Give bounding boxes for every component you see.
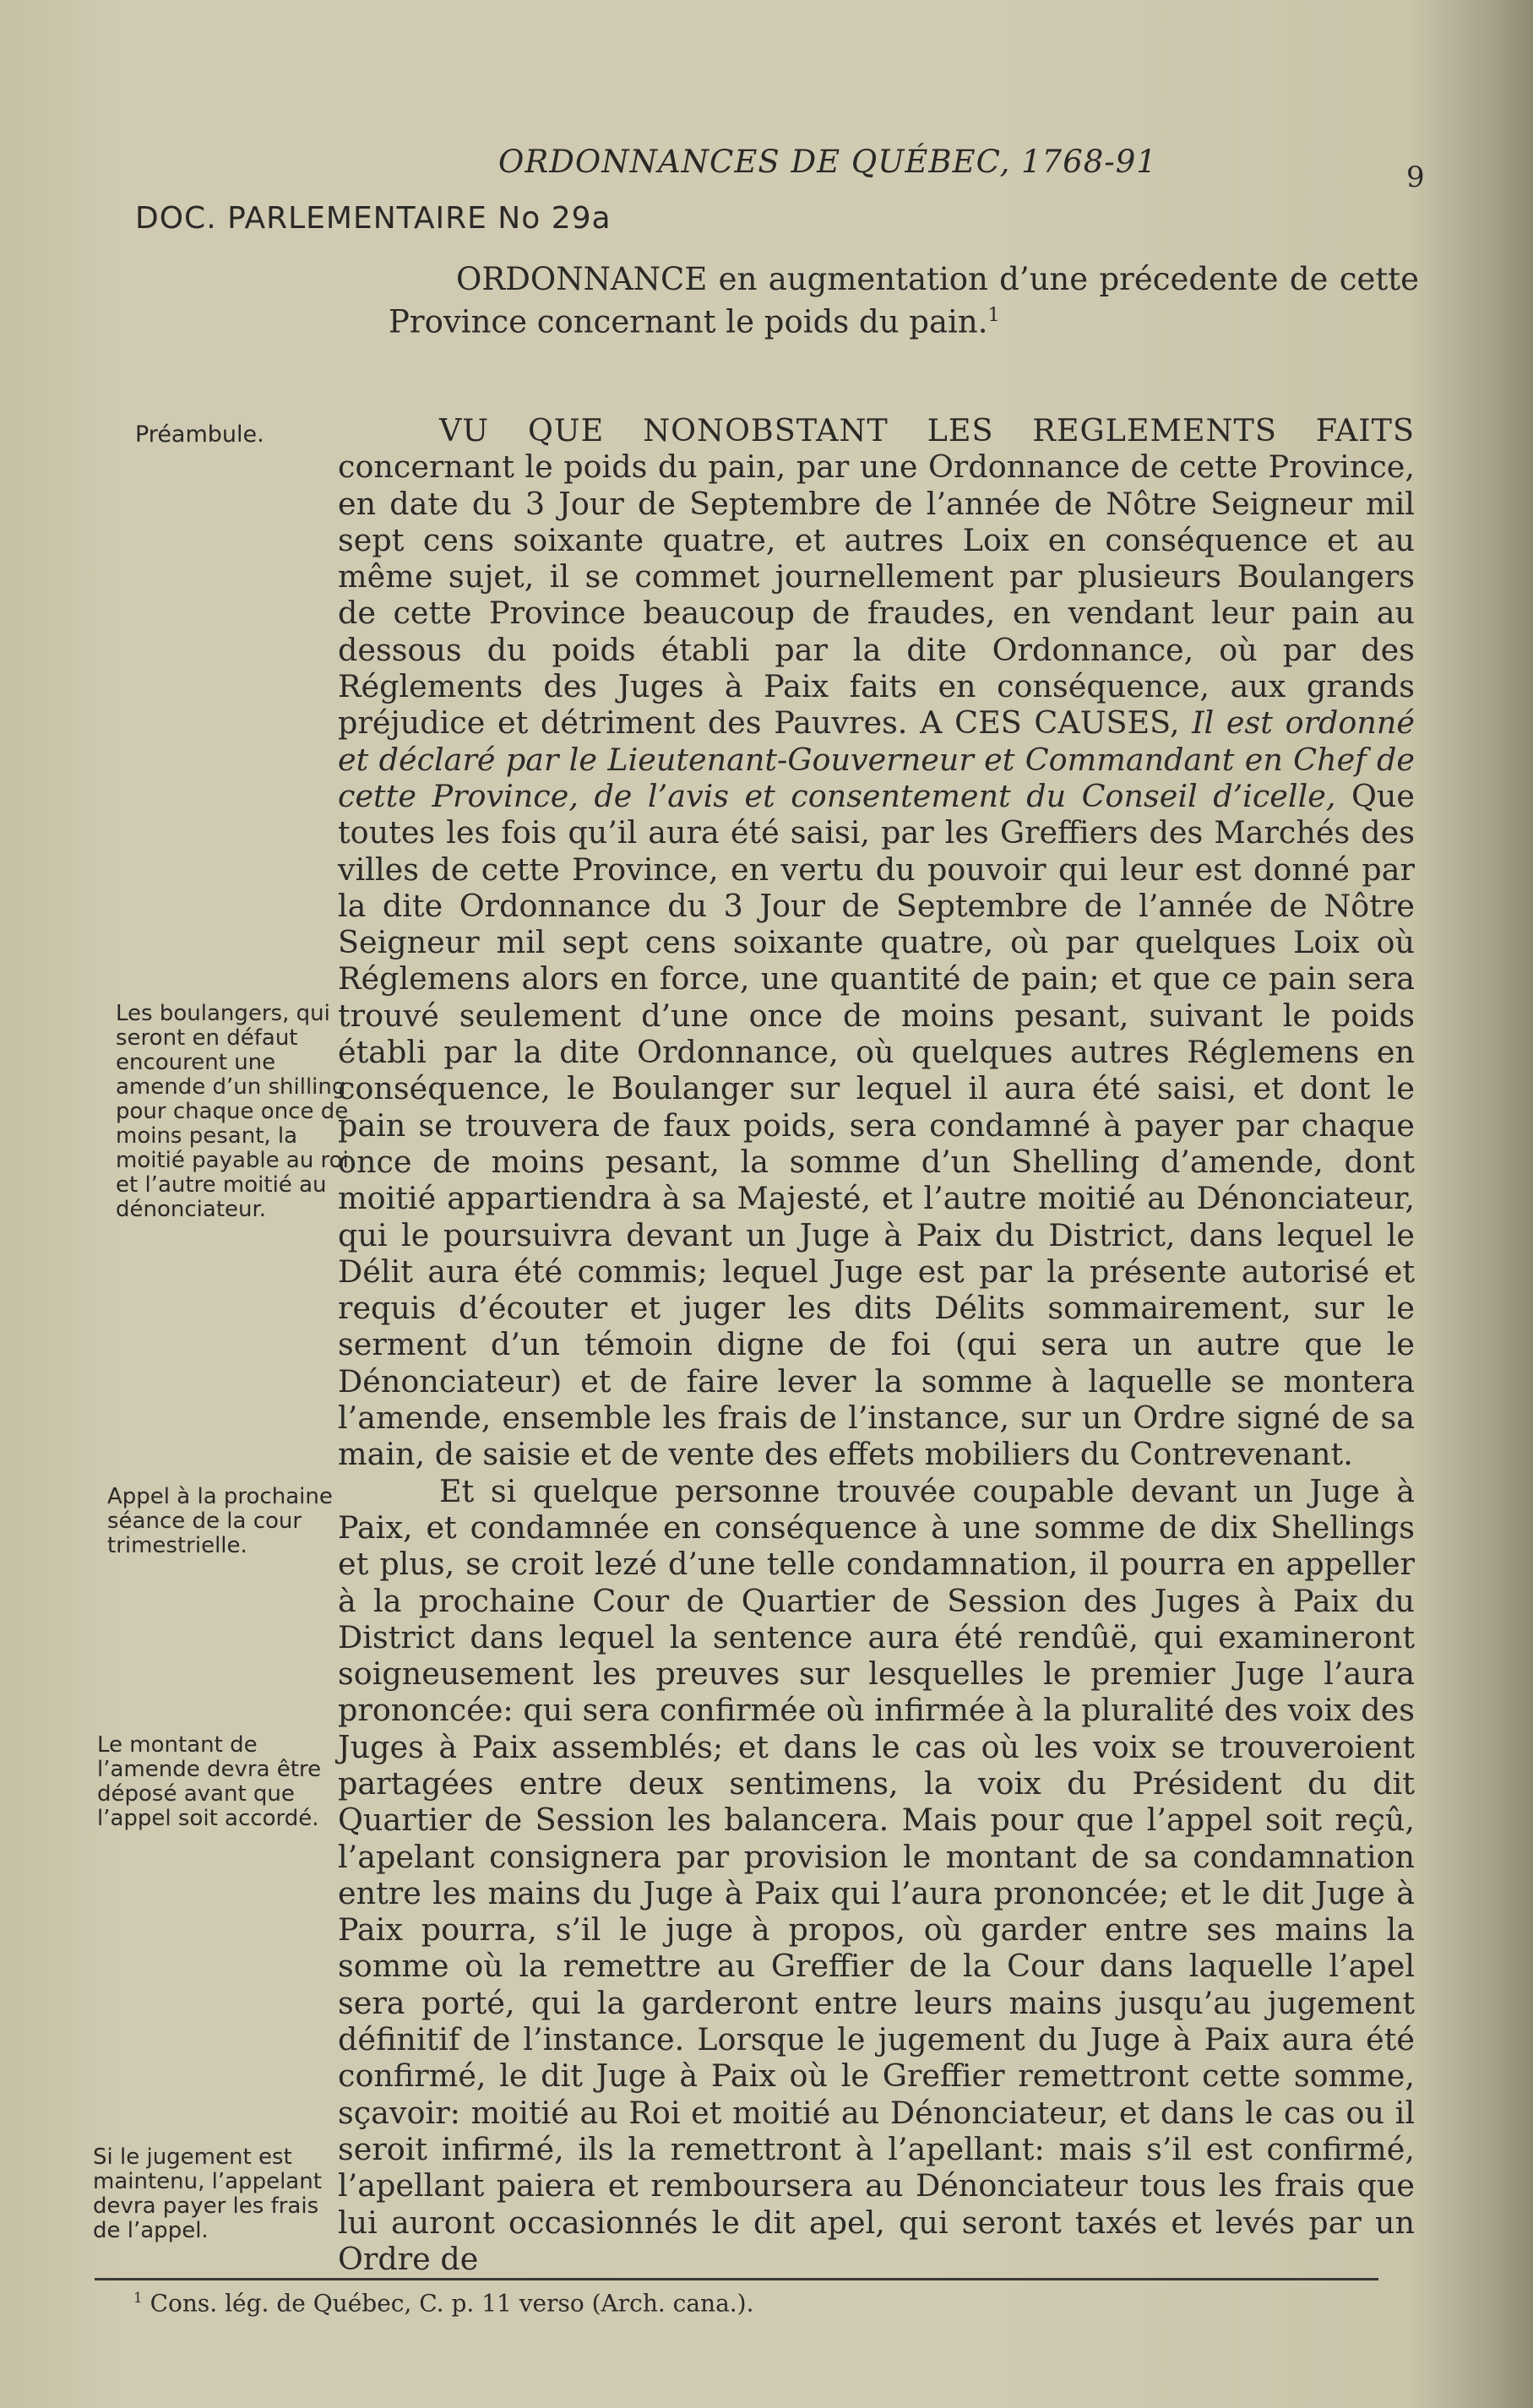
ordinance-body (338, 412, 1415, 2277)
enacting-clause: Il est ordonné et déclaré par le Lieutenant-Gouverneur et Commandant en Chef de cette Province, de l’avis et consentement du Conseil d’icelle, (338, 704, 1415, 814)
document-label: DOC. PARLEMENTAIRE No 29a (135, 201, 612, 236)
sidenote-deposit: Le montant de l’amende devra être déposé avant que l’appel soit accordé. (97, 1732, 322, 1831)
running-title: ORDONNANCES DE QUÉBEC, 1768-91 (498, 144, 1157, 180)
preamble-text: concernant le poids du pain, par une Ordonnance de cette Province, en date du 3 Jour de Septembre de l’année de Nôtre Seigneur mil sept cens soixante quatre, et autres Loix en conséquence et au même sujet, il se commet journellement par plusieurs Boulangers de cette Province beaucoup de fraudes, en vendant leur pain au dessous du poids établi par la dite Ordonnance, où par des Réglements des Juges à Paix faits en conséquence, aux grands préjudice et détriment des Pauvres. A CES CAUSES, (338, 448, 1415, 742)
ordinance-title-text: ORDONNANCE en augmentation d’une précedente de cette Province concernant le poids du pain. (389, 261, 1419, 340)
footnote-text: Cons. lég. de Québec, C. p. 11 verso (Arch. cana.). (142, 2289, 754, 2318)
sidenote-bakers-fine: Les boulangers, qui seront en défaut encourent une amende d’un shilling pour chaque once de moins pesant, la moitié payable au roi et l’autre moitié au dénonciateur. (116, 1001, 349, 1222)
ordinance-title (389, 262, 1419, 340)
sidenote-appeal: Appel à la prochaine séance de la cour trimestrielle. (107, 1484, 333, 1558)
sidenote-preamble: Préambule. (135, 421, 264, 448)
sidenote-costs: Si le jugement est maintenu, l’appelant devra payer les frais de l’appel. (93, 2144, 322, 2243)
paragraph-preamble (338, 412, 1415, 1473)
footnote-reference: 1 (987, 304, 1000, 326)
footnote-mark: 1 (133, 2289, 143, 2306)
footnote-divider (95, 2278, 1378, 2280)
enacting-text: Que toutes les fois qu’il aura été saisi, par les Greffiers des Marchés des villes de cette Province, en vertu du pouvoir qui leur est donné par la dite Ordonnance du 3 Jour de Septembre de l’année de Nôtre Seigneur mil sept cens soixante quatre, où par quelques Loix où Réglemens alors en force, une quantité de pain; et que ce pain sera trouvé seulement d’une once de moins pesant, suivant le poids établi par la dite Ordonnance, où quelques autres Réglemens en conséquence, le Boulanger sur lequel il aura été saisi, et dont le pain se trouvera de faux poids, sera condamné à payer par chaque once de moins pesant, la somme d’un Shelling d’amende, dont moitié appartiendra à sa Majesté, et l’autre moitié au Dénonciateur, qui le poursuivra devant un Juge à Paix du District, dans lequel le Délit aura été commis; lequel Juge est par la présente autorisé et requis d’écouter et juger les dits Délits sommairement, sur le serment d’un témoin digne de foi (qui sera un autre que le Dénonciateur) et de faire lever la somme à laquelle se montera l’amende, ensemble les frais de l’instance, sur un Ordre signé de sa main, de saisie et de vente des effets mobiliers du Contrevenant. (338, 777, 1416, 1473)
page-number: 9 (1406, 160, 1425, 194)
footnote (133, 2289, 754, 2317)
opening-words: VU QUE NONOBSTANT LES REGLEMENTS FAITS (439, 412, 1415, 448)
paragraph-appeal: Et si quelque personne trouvée coupable devant un Juge à Paix, et condamnée en conséquence à une somme de dix Shellings et plus, se croit lezé d’une telle condamnation, il pourra en appeller à la prochaine Cour de Quartier de Session des Juges à Paix du District dans lequel la sentence aura été rendûë, qui examineront soigneusement les preuves sur lesquelles le premier Juge l’aura prononcée: qui sera confirmée où infirmée à la pluralité des voix des Juges à Paix assemblés; et dans le cas où les voix se trouveroient partagées entre deux sentimens, la voix du Président du dit Quartier de Session les balancera. Mais pour que l’appel soit reçû, l’apelant consignera par provision le montant de sa condamnation entre les mains du Juge à Paix qui l’aura prononcée; et le dit Juge à Paix pourra, s’il le juge à propos, où garder entre ses mains la somme où la remettre au Greffier de la Cour dans laquelle l’apel sera porté, qui la garderont entre leurs mains jusqu’au jugement définitif de l’instance. Lorsque le jugement du Juge à Paix aura été confirmé, le dit Juge à Paix où le Greffier remettront cette somme, sçavoir: moitié au Roi et moitié au Dénonciateur, et dans le cas ou il seroit infirmé, ils la remettront à l’apellant: mais s’il est confirmé, l’apellant paiera et remboursera au Dénonciateur tous les frais que lui auront occasionnés le dit apel, qui seront taxés et levés par un Ordre de (338, 1472, 1415, 2277)
